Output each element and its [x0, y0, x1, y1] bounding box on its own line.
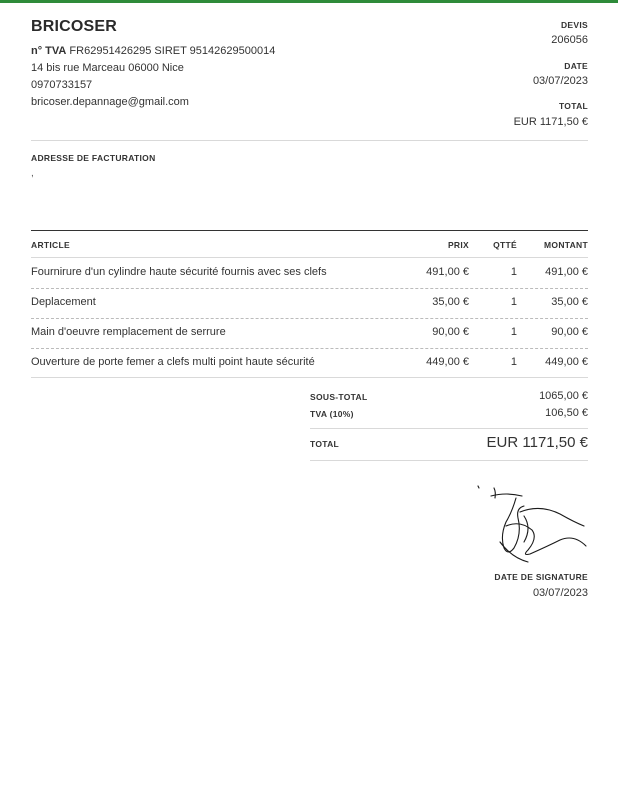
signature-date-label: DATE DE SIGNATURE	[494, 572, 588, 582]
top-accent-bar	[0, 0, 618, 3]
totals-bottom-rule	[310, 460, 588, 461]
row-prix: 90,00 €	[432, 326, 469, 338]
company-email: bricoser.depannage@gmail.com	[31, 96, 189, 108]
tva-rate-label: TVA (10%)	[310, 409, 354, 419]
signature-date: 03/07/2023	[532, 587, 588, 599]
row-article: Main d'oeuvre remplacement de serrure	[31, 326, 226, 338]
table-top-rule	[31, 230, 588, 231]
row-article: Fournirure d'un cylindre haute sécurité fournis avec ses clefs	[31, 266, 327, 278]
row-separator	[31, 288, 588, 289]
col-header-article: ARTICLE	[31, 240, 70, 250]
col-header-prix: PRIX	[447, 240, 469, 250]
row-separator	[31, 348, 588, 349]
row-montant: 491,00 €	[545, 266, 588, 278]
row-qte: 1	[510, 356, 517, 368]
company-address: 14 bis rue Marceau 06000 Nice	[31, 62, 184, 74]
row-prix: 449,00 €	[426, 356, 469, 368]
row-prix: 491,00 €	[426, 266, 469, 278]
row-prix: 35,00 €	[432, 296, 469, 308]
header-rule	[31, 257, 588, 258]
row-montant: 90,00 €	[551, 326, 588, 338]
col-header-montant: MONTANT	[544, 240, 588, 250]
signature-image	[476, 482, 592, 564]
row-montant: 35,00 €	[551, 296, 588, 308]
col-header-qte: QTTÉ	[493, 240, 517, 250]
row-article: Ouverture de porte femer a clefs multi point haute sécurité	[31, 356, 315, 368]
grand-total-label: TOTAL	[310, 439, 340, 449]
subtotal-label: SOUS-TOTAL	[310, 392, 368, 402]
devis-label: DEVIS	[560, 20, 588, 30]
grand-total-value: EUR 1171,50 €	[486, 434, 588, 451]
billing-label: ADRESSE DE FACTURATION	[31, 153, 156, 163]
row-qte: 1	[510, 296, 517, 308]
tva-value: FR62951426295 SIRET 95142629500014	[69, 45, 276, 57]
table-bottom-rule	[31, 377, 588, 378]
totals-divider	[310, 428, 588, 429]
tva-label: n° TVA	[31, 45, 67, 57]
divider	[31, 140, 588, 141]
row-montant: 449,00 €	[545, 356, 588, 368]
tva-amount: 106,50 €	[545, 407, 588, 419]
company-tva-line	[31, 45, 275, 57]
company-phone: 0970733157	[31, 79, 93, 91]
meta-total-label: TOTAL	[558, 101, 588, 111]
subtotal-value: 1065,00 €	[539, 390, 588, 402]
devis-number: 206056	[551, 34, 588, 46]
row-separator	[31, 318, 588, 319]
row-article: Deplacement	[31, 296, 96, 308]
company-name: BRICOSER	[31, 18, 118, 35]
date-value: 03/07/2023	[532, 75, 588, 87]
meta-total-value: EUR 1171,50 €	[513, 116, 588, 128]
billing-address: ,	[31, 168, 34, 179]
date-label: DATE	[564, 61, 588, 71]
row-qte: 1	[510, 266, 517, 278]
row-qte: 1	[510, 326, 517, 338]
